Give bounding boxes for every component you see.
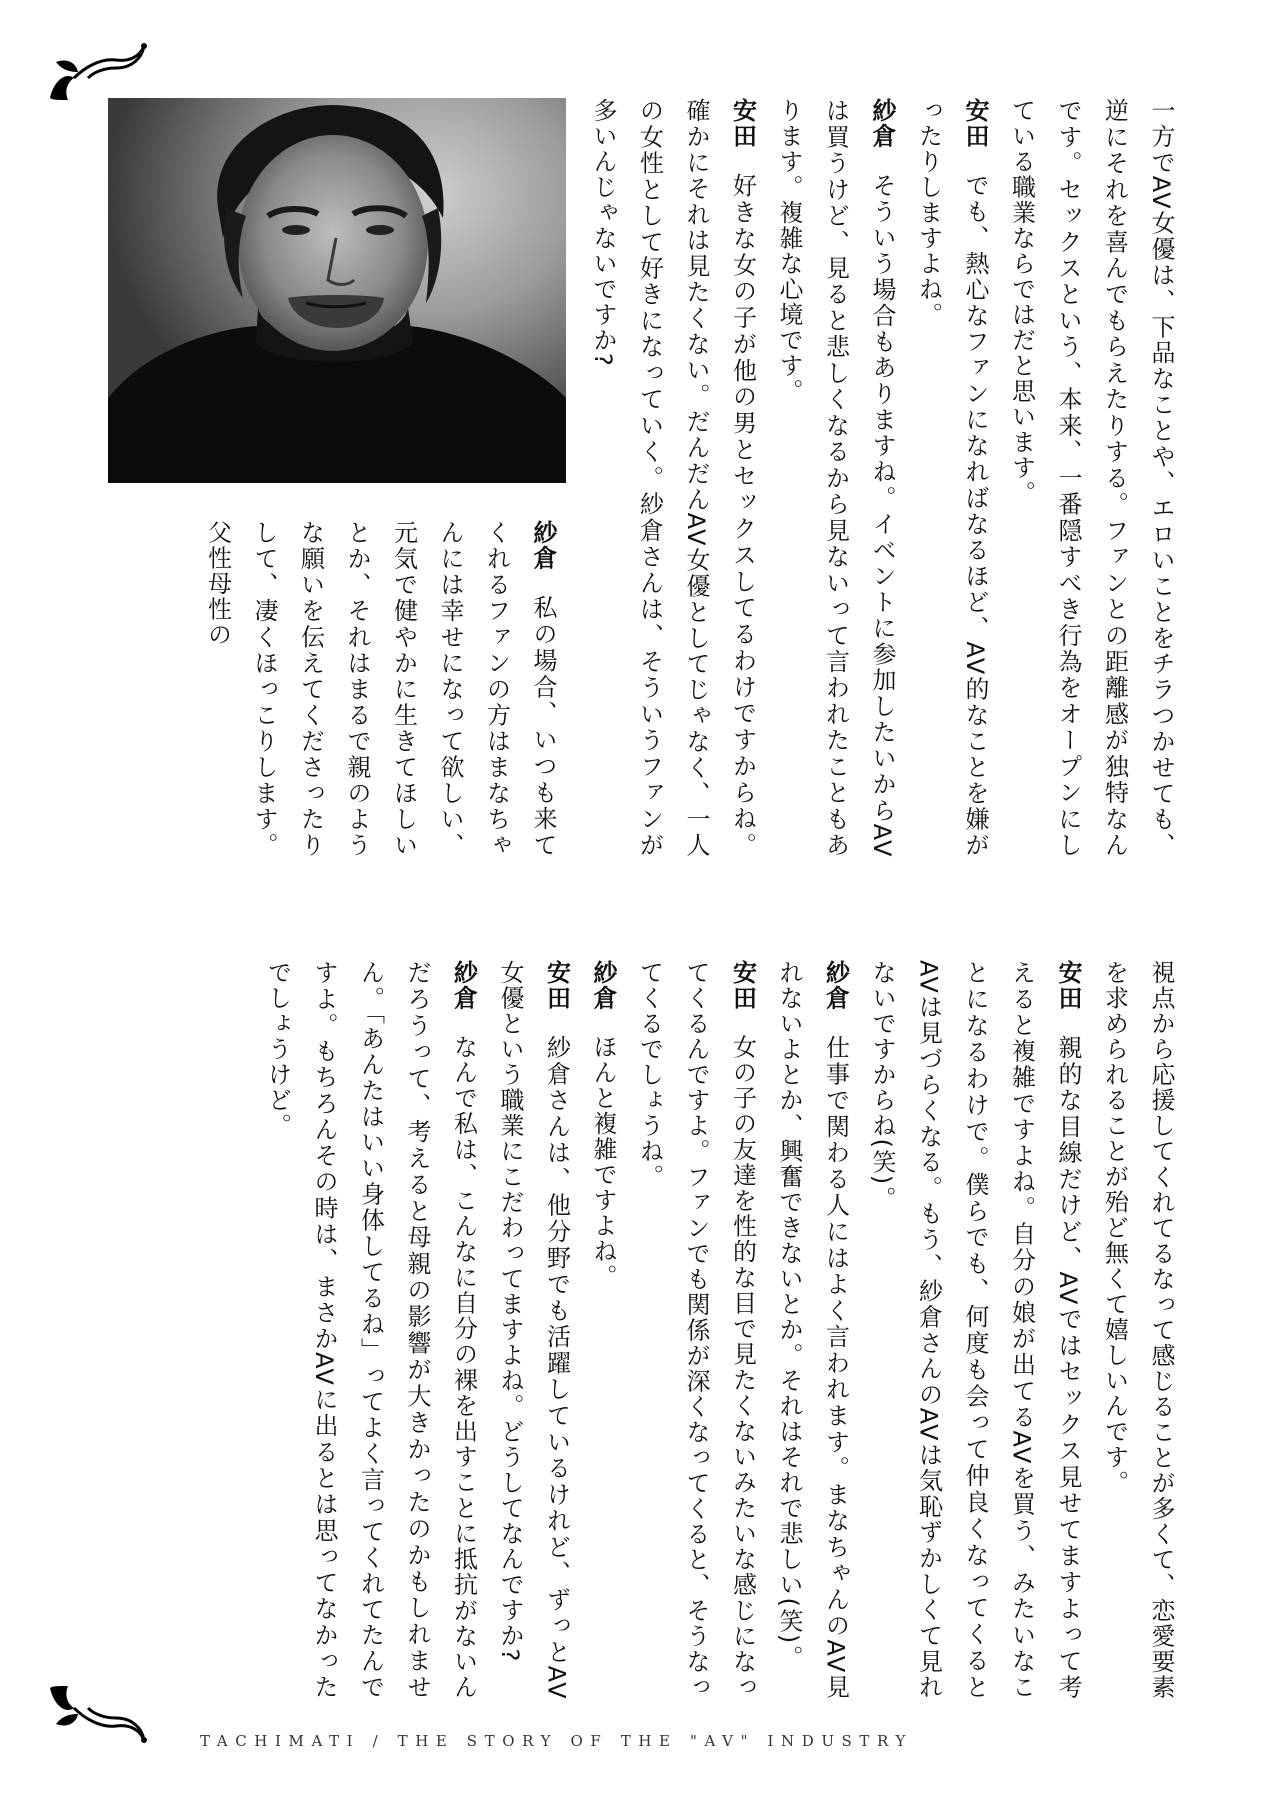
paragraph-text: 女の子の友達を性的な目で見たくないみたいな感じになってくるんですよ。ファンでも関係が深くなってくると、そうなってくるでしょうね。 <box>635 960 757 1700</box>
paragraph <box>194 520 566 858</box>
speaker-label: 安田 <box>542 960 571 1011</box>
paragraph <box>1091 960 1184 1700</box>
paragraph-text: 紗倉さんは、他分野でも活躍しているけれど、ずっとAV女優という職業にこだわってますよね。どうしてなんですか? <box>496 960 571 1700</box>
speaker-label: 紗倉 <box>821 960 850 1011</box>
paragraph-text: 視点から応援してくれてるなって感じることが多くて、恋愛要素を求められることが殆ど無くて嬉しいんです。 <box>1100 960 1175 1700</box>
paragraph-text: そういう場合もありますね。イベントに参加したいからAVは買うけど、見ると悲しくなるから見ないって言われたこともあります。複雑な心境です。 <box>775 98 896 858</box>
speaker-label: 紗倉 <box>868 98 896 149</box>
paragraph <box>626 960 766 1700</box>
paragraph-text: 親的な目線だけど、AVではセックス見せてますよって考えると複雑ですよね。自分の娘が出てるAVを買う、みたいなことになるわけで。僕らでも、何度も会って仲良くなってくるとAVは見づらくなる。もう、紗倉さんのAVは気恥ずかしくて見れないですからね(笑)。 <box>868 960 1082 1700</box>
flourish-icon <box>44 38 150 106</box>
speaker-label: 安田 <box>1054 960 1082 1011</box>
paragraph <box>859 960 1092 1700</box>
paragraph-text: なんで私は、こんなに自分の裸を出すことに抵抗がないんだろうって、考えると母親の影響が大きかったのかもしれません。「あんたはいい身体してるね」ってよく言ってくれてたんですよ。もちろんその時は、まさかAVに出るとは思ってなかったでしょうけど。 <box>263 960 478 1700</box>
paragraph <box>254 960 487 1700</box>
paragraph <box>580 98 766 858</box>
page-footer: TACHIMATI / THE STORY OF THE "AV" INDUSTRY <box>200 1732 913 1750</box>
paragraph-text: 仕事で関わる人にはよく言われます。まなちゃんのAV見れないよとか、興奮できないとか。それはそれで悲しい(笑)。 <box>775 960 850 1700</box>
paragraph-text: 一方でAV女優は、下品なことや、エロいことをチラつかせても、逆にそれを喜んでもらえたりする。ファンとの距離感が独特なんです。セックスという、本来、一番隠すべき行為をオープンにしている職業ならではだと思います。 <box>1007 98 1175 858</box>
speaker-label: 紗倉 <box>529 520 557 571</box>
paragraph-text: 私の場合、いつも来てくれるファンの方はまなちゃんには幸せになって欲しい、元気で健やかに生きてほしいとか、それはまるで親のような願いを伝えてくださったりして、凄くほっこりします。父性母性の <box>203 520 557 858</box>
speaker-label: 安田 <box>961 98 989 149</box>
paragraph <box>998 98 1184 858</box>
paragraph <box>487 960 580 1700</box>
paragraph-text: 好きな女の子が他の男とセックスしてるわけですからね。確かにそれは見たくない。だんだんAV女優としてじゃなく、一人の女性として好きになっていく。紗倉さんは、そういうファンが多いんじゃないですか? <box>589 98 757 858</box>
paragraph-text: ほんと複雑ですよね。 <box>589 1034 617 1290</box>
top-column-left <box>108 520 566 858</box>
speaker-label: 紗倉 <box>449 960 478 1011</box>
paragraph <box>905 98 998 858</box>
paragraph-text: でも、熱心なファンになればなるほど、AV的なことを嫌がったりしますよね。 <box>914 98 989 858</box>
speaker-label: 安田 <box>728 960 757 1011</box>
speaker-label: 安田 <box>728 98 757 149</box>
speaker-label: 紗倉 <box>589 960 617 1011</box>
paragraph <box>766 960 859 1700</box>
paragraph <box>580 960 627 1700</box>
portrait-photo <box>108 98 566 483</box>
ornament-top-left <box>44 38 150 106</box>
paragraph <box>766 98 906 858</box>
portrait-image <box>108 98 566 483</box>
top-column-right <box>566 98 1184 858</box>
bottom-column <box>108 960 1184 1700</box>
